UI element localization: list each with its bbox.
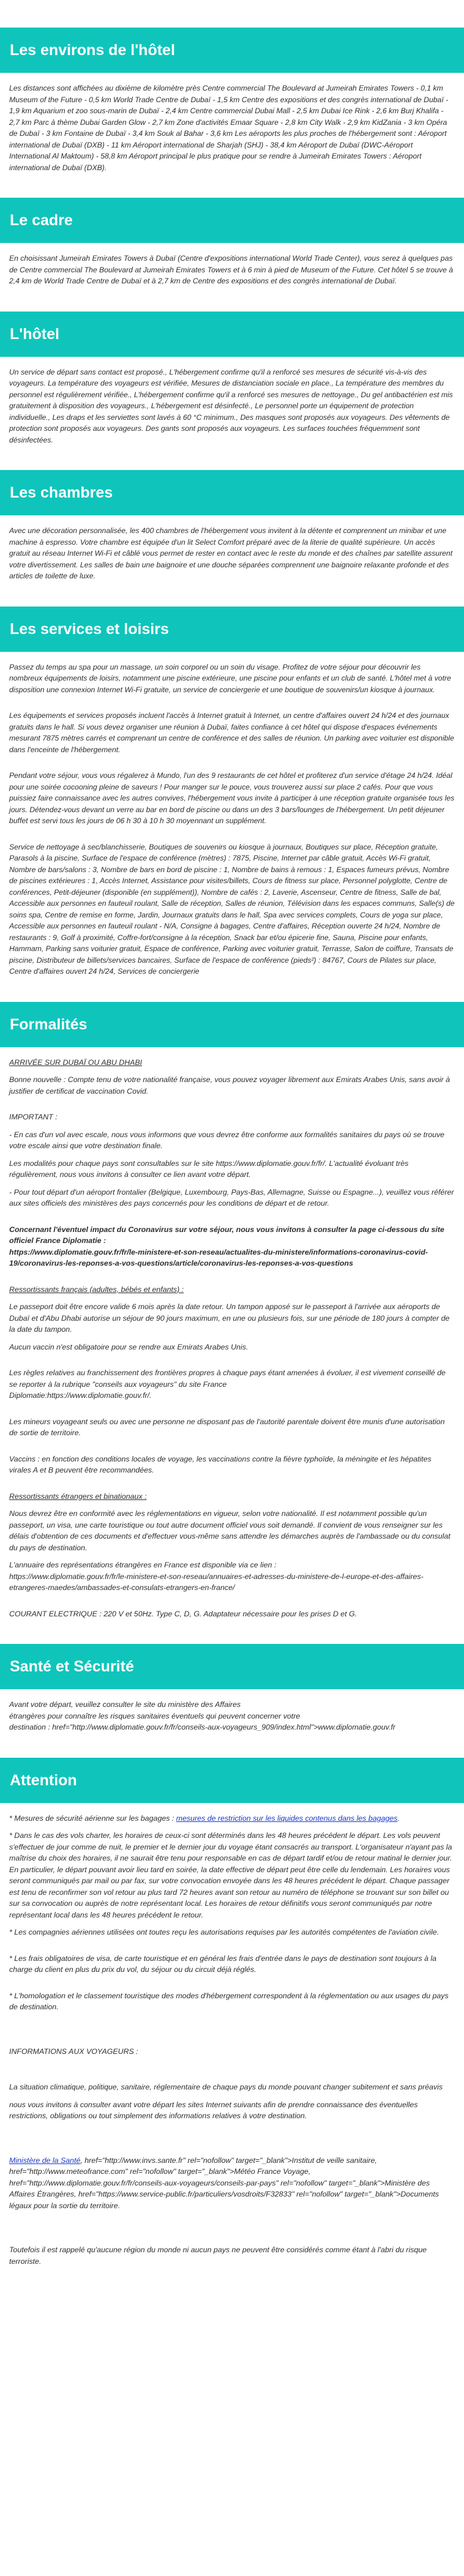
section-title-chambres: Les chambres bbox=[0, 470, 464, 515]
attention-note: * Les frais obligatoires de visa, de carte touristique et en général les frais d'entrée dans le pays de destination sont toujours à la charge du client en plus du prix du vol, du séjour ou du circuit déjà réglés. bbox=[9, 1954, 437, 1974]
covid-link[interactable]: https://www.diplomatie.gouv.fr/fr/le-ministere-et-son-reseau/actualites-du-ministere/informations-coronavirus-covid-19/coronavirus-les-reponses-a-vos-questions/article/coronavirus-les-reponses-a-vos-questions bbox=[9, 1247, 428, 1267]
uae-text: Bonne nouvelle : Compte tenu de votre nationalité française, vous pouvez voyager librement aux Emirats Arabes Unis, sans avoir à justifier de certificat de vaccination Covid. bbox=[9, 1075, 450, 1096]
electric-text: COURANT ELECTRIQUE : 220 V et 50Hz. Type C, D, G. Adaptateur nécessaire pour les prises D et G. bbox=[9, 1609, 357, 1618]
section-sante bbox=[0, 1689, 464, 1758]
sante-line: Avant votre départ, veuillez consulter le site du ministère des Affaires bbox=[9, 1700, 241, 1709]
section-environs bbox=[0, 73, 464, 198]
note-text: * Mesures de sécurité aérienne sur les bagages : bbox=[9, 1813, 176, 1823]
heading-arrival-uae: ARRIVÉE SUR DUBAÏ OU ABU DHABI bbox=[9, 1058, 143, 1067]
section-title-services: Les services et loisirs bbox=[0, 607, 464, 652]
sante-text bbox=[9, 1699, 455, 1733]
terrorism-notice: Toutefois il est rappelé qu'aucune région du monde ni aucun pays ne peuvent être considérés comme étant à l'abri du risque terroriste. bbox=[9, 2246, 427, 2266]
section-hotel bbox=[0, 357, 464, 471]
services-paragraph: Les équipements et services proposés incluent l'accès à Internet gratuit à Internet, un centre d'affaires ouvert 24 h/24 et des journaux gratuits dans le hall. Si vous devez organiser une réunion à Dubaï, faites confiance à cet hôtel qui dispose d'espaces événements mesurant 7875 mètres carrés et comprenant un centre de conférence et des salles de réunion. Un parking avec voiturier est disponible dans l'enceinte de l'hébergement. bbox=[9, 711, 454, 754]
chambres-text: Avec une décoration personnalisée, les 400 chambres de l'hébergement vous invitent à la détente et comprennent un minibar et une machine à espresso. Votre chambre est équipée d'un lit Select Comfort préparé avec de la literie de qualité supérieure. Un accès gratuit au réseau Internet Wi-Fi et câblé vous permet de rester en contact avec le reste du monde et des chaînes par satellite assurent votre divertissement. Les salles de bain une baignoire et une douche séparées comprennent une baignoire relaxante profonde et des articles de toilette de luxe. bbox=[9, 526, 453, 580]
ministry-health-link[interactable]: Ministère de la Santé bbox=[9, 2156, 81, 2165]
attention-note: * Dans le cas des vols charter, les horaires de ceux-ci sont déterminés dans les 48 heures précédent le départ. Les vols peuvent s'effectuer de jour comme de nuit, le premier et le dernier jour du voyage étant consacrés au transport. L'organisateur n'ayant pas la maîtrise du choix des horaires, il ne saurait être tenu pour responsable en cas de départ tardif et/ou de retour matinal le dernier jour. En particulier, le départ pouvant avoir lieu tard en soirée, la date effective de départ peut être celle du lendemain. Les horaires vous seront communiqués par mail ou par fax, sur votre convocation envoyée dans les 48 heures précédent le départ. Chaque passager est tenu de reconfirmer son vol retour au plus tard 72 heures avant son retour au numéro de téléphone se trouvant sur son billet ou sur sa convocation ou auprès de notre représentant local. Les horaires de retour définitifs vous seront communiqués par notre représentant local dans les 48 heures précédent le retour. bbox=[9, 1831, 452, 1919]
covid-notice bbox=[9, 1224, 455, 1269]
section-services bbox=[0, 652, 464, 1002]
section-chambres bbox=[0, 515, 464, 607]
covid-notice-text: Concernant l'éventuel impact du Coronavirus sur votre séjour, nous vous invitons à consulter la page ci-dessous du site officiel France Diplomatie : bbox=[9, 1225, 444, 1245]
section-formalites bbox=[0, 1047, 464, 1645]
section-attention bbox=[0, 1803, 464, 2292]
border-rules-text: Les règles relatives au franchissement des frontières propres à chaque pays étant amenées à évoluer, il est vivement conseillé de se reporter à la rubrique "conseils aux voyageurs" du site France bbox=[9, 1368, 446, 1389]
info-text: La situation climatique, politique, sanitaire, réglementaire de chaque pays du monde pouvant changer subitement et sans préavis bbox=[9, 2083, 443, 2091]
vaccines-text: Vaccins : en fonction des conditions locales de voyage, les vaccinations contre la fièvre typhoïde, la méningite et les hépatites virales A et B peuvent être recommandées. bbox=[9, 1454, 432, 1474]
foreign-directory-text: L'annuaire des représentations étrangères en France est disponible via ce lien : bbox=[9, 1561, 277, 1569]
section-title-cadre: Le cadre bbox=[0, 198, 464, 243]
services-amenities-list: Service de nettoyage à sec/blanchisserie, Boutiques de souvenirs ou kiosque à journaux, Boutiques sur place, Réception gratuite, Parasols à la piscine, Surface de l'espace de conférence (mètres) : 7875, Piscine, Internet par câble gratuit, Accès Wi-Fi gratuit, Nombre de bars/salons : 3, Nombre de bars en bord de piscine : 1, Nombre de bains à remous : 1, Espaces fumeurs prévus, Nombre de piscines extérieures : 1, Accès Internet, Assistance pour visites/billets, Cours de fitness sur place, Personnel polyglotte, Centre de conférences, Petit-déjeuner (disponible (en supplément)), Nombre de cafés : 2, Laverie, Ascenseur, Centre de fitness, Salle de bal, Accessible aux personnes en fauteuil roulant, Salle de réception, Salles de réunion, Télévision dans les espaces communs, Salle(s) de soins spa, Centre de remise en forme, Jardin, Journaux gratuits dans le hall, Spa avec services complets, Cours de yoga sur place, Accessible aux personnes en fauteuil roulant - N/A, Consigne à bagages, Centre d'affaires, Réception ouverte 24 h/24, Nombre de restaurants : 9, Golf à proximité, Coffre-fort/consigne à la réception, Snack bar et/ou épicerie fine, Sauna, Piscine pour enfants, Hammam, Parking sans voiturier gratuit, Espace de conférence, Parking avec voiturier gratuit, Terrasse, Salon de coiffure, Transats de piscine, Distributeur de billets/services bancaires, Surface de l'espace de conférence (pieds²) : 84767, Cours de Pilates sur place, Centre d'affaires ouvert 24 h/24, Services de conciergerie bbox=[9, 842, 455, 976]
services-paragraph: Pendant votre séjour, vous vous régalerez à Mundo, l'un des 9 restaurants de cet hôtel et profiterez d'un service d'étage 24 h/24. Idéal pour une soirée cocooning pleine de saveurs ! Pour manger sur le pouce, vous trouverez aussi sur place 2 cafés. Pour que vous puissiez faire connaissance avec les autres convives, l'hébergement vous invite à participer à une réception gratuite organisée tous les jours. Détendez-vous devant un verre au bar en bord de piscine ou dans un des 3 bars/lounges de l'hébergement. Un petit déjeuner buffet est servi tous les jours de 06 h 30 à 10 h 30 moyennant un supplément. bbox=[9, 771, 455, 825]
french-text: Le passeport doit être encore valide 6 mois après la date retour. Un tampon apposé sur le passeport à l'arrivée aux aéroports de Dubaï et d'Abu Dhabi autorise un séjour de 90 jours maximum, en une ou plusieurs fois, sur une période de 180 jours à compter de la date du tampon. bbox=[9, 1302, 450, 1334]
important-label: IMPORTANT : bbox=[9, 1113, 58, 1121]
environs-text: Les distances sont affichées au dixième de kilomètre près Centre commercial The Boulevard at Jumeirah Emirates Towers - 0,1 km Museum of the Future - 0,5 km World Trade Centre de Dubaï - 1,5 km Centre des expositions et des congrès international de Dubaï - 1,9 km Aquarium et zoo sous-marin de Dubaï - 2,4 km Centre commercial Dubai Mall - 2,5 km Dubai Ice Rink - 2,6 km Burj Khalifa - 2,7 km Parc à thème Dubai Garden Glow - 2,7 km Zone d'activités Emaar Square - 2,8 km City Walk - 2,9 km KidZania - 3 km Opéra de Dubaï - 3 km Fontaine de Dubaï - 3,4 km Souk al Bahar - 3,6 km Les aéroports les plus proches de l'hébergement sont : Aéroport international de Dubaï (DXB) - 11 km Aéroport international de Sharjah (SHJ) - 38,4 km Aéroport de Dubaï (DWC-Aéroport International Al Maktoum) - 58,8 km Aéroport principal le plus pratique pour se rendre à Jumeirah Emirates Towers : Aéroport international de Dubaï (DXB). bbox=[9, 84, 449, 172]
liquids-restriction-link[interactable]: mesures de restriction sur les liquides contenus dans les bagages bbox=[176, 1813, 398, 1823]
minors-text: Les mineurs voyageant seuls ou avec une personne ne disposant pas de l'autorité parentale doivent être munis d'une autorisation de sortie de territoire. bbox=[9, 1417, 445, 1437]
services-paragraph: Passez du temps au spa pour un massage, un soin corporel ou un soin du visage. Profitez de votre séjour pour découvrir les nombreux équipements de loisirs, notamment une piscine extérieure, une piscine pour enfants et un club de santé. L'hôtel met à votre disposition une connexion Internet Wi-Fi gratuite, un service de conciergerie et une boutique de souvenirs/un kiosque à journaux. bbox=[9, 662, 451, 694]
important-item: - Pour tout départ d'un aéroport frontalier (Belgique, Luxembourg, Pays-Bas, Allemagne, Suisse ou Espagne...), veuillez vous référer aux sites officiels des ministères des pays concernés pour les conditions de départ et de retour. bbox=[9, 1187, 454, 1208]
heading-foreign-nationals: Ressortissants étrangers et binationaux : bbox=[9, 1491, 147, 1501]
info-heading: INFORMATIONS AUX VOYAGEURS : bbox=[9, 2047, 138, 2056]
sante-line: étrangères pour connaître les risques sanitaires éventuels qui peuvent concerner votre bbox=[9, 1711, 301, 1720]
hotel-text: Un service de départ sans contact est proposé., L'hébergement confirme qu'il a renforcé ses mesures de sécurité vis-à-vis des voyageurs. La température des voyageurs est vérifiée, Mesures de distanciation sociale en place., La température des membres du personnel est régulièrement vérifiée., L'hébergement confirme qu'il a renforcé ses mesures de nettoyage., Du gel antibactérien est mis gratuitement à disposition des voyageurs., L'hébergement est désinfecté., Le personnel porte un équipement de protection individuelle., Les draps et les serviettes sont lavés à 60 °C minimum., Des masques sont proposés aux voyageurs. Des vêtements de protection sont proposés aux voyageurs. Des gants sont proposés aux voyageurs. Les surfaces touchées fréquemment sont désinfectées. bbox=[9, 367, 453, 444]
attention-note bbox=[9, 1813, 455, 1824]
foreign-text bbox=[9, 1559, 455, 1594]
section-title-sante: Santé et Sécurité bbox=[0, 1644, 464, 1689]
useful-links-text: , href="http://www.invs.sante.fr" rel="nofollow" target="_blank">Institut de veille sanitaire, href="http://www.meteofrance.com" rel="nofollow" target="_blank">Météo France Voyage, href="http://www.diplomatie.gouv.fr/fr/conseils-aux-voyageurs/conseils-par-pays" rel="nofollow" target="_blank">Ministère des Affaires Étrangères, href="https://www.service-public.fr/particuliers/vosdroits/F32833" rel="nofollow" target="_blank">Documents légaux pour la sortie du territoire. bbox=[9, 2156, 440, 2210]
sante-line: destination : href="http://www.diplomatie.gouv.fr/fr/conseils-aux-voyageurs_909/index.html">www.diplomatie.gouv.fr bbox=[9, 1723, 395, 1731]
border-rules-link[interactable]: Diplomatie:https://www.diplomatie.gouv.fr/. bbox=[9, 1391, 152, 1400]
cadre-text: En choisissant Jumeirah Emirates Towers à Dubaï (Centre d'expositions international World Trade Center), vous serez à quelques pas de Centre commercial The Boulevard at Jumeirah Emirates Towers et à 6 min à pied de Museum of the Future. Cet hôtel 5 se trouve à 2,4 km de World Trade Centre de Dubaï et à 2,7 km de Centre des expositions et des congrès international de Dubaï. bbox=[9, 254, 454, 285]
useful-links bbox=[9, 2155, 455, 2212]
foreign-directory-link[interactable]: https://www.diplomatie.gouv.fr/fr/le-ministere-et-son-reseau/annuaires-et-adresses-du-ministere-de-l-europe-et-des-affaires-etrangeres-maedes/ambassades-et-consulats-etrangers-en-france/ bbox=[9, 1572, 424, 1592]
foreign-text: Nous devrez être en conformité avec les réglementations en vigueur, selon votre nationalité. Il est notamment possible qu'un passeport, un visa, une carte touristique ou tout autre document officiel vous soit demandé. Il convient de vous renseigner sur les délais d'obtention de ces documents et d'effectuer vous-même sans attendre les démarches auprès de l'ambassade ou du consulat du pays de destination. bbox=[9, 1509, 451, 1552]
section-title-attention: Attention bbox=[0, 1758, 464, 1803]
important-item: Les modalités pour chaque pays sont consultables sur le site https://www.diplomatie.gouv.fr/fr/. L'actualité évoluant très régulièrement, nous vous invitons à consulter ce lien avant votre départ. bbox=[9, 1159, 409, 1179]
attention-note: * Les compagnies aériennes utilisées ont toutes reçu les autorisations requises par les autorités compétentes de l'aviation civile. bbox=[9, 1928, 440, 1936]
border-rules bbox=[9, 1367, 455, 1402]
note-text: . bbox=[397, 1813, 400, 1823]
french-text: Aucun vaccin n'est obligatoire pour se rendre aux Emirats Arabes Unis. bbox=[9, 1342, 249, 1351]
section-title-environs: Les environs de l'hôtel bbox=[0, 28, 464, 73]
section-title-formalites: Formalités bbox=[0, 1002, 464, 1047]
section-title-hotel: L'hôtel bbox=[0, 312, 464, 357]
info-text: nous vous invitons à consulter avant votre départ les sites Internet suivants afin de prendre connaissance des éventuelles restrictions, obligations ou tout simplement des informations relatives à votre destination. bbox=[9, 2100, 418, 2120]
important-item: - En cas d'un vol avec escale, nous vous informons que vous devrez être conforme aux formalités sanitaires du pays où se trouve votre escale ainsi que votre destination finale. bbox=[9, 1130, 445, 1150]
heading-french-nationals: Ressortissants français (adultes, bébés et enfants) : bbox=[9, 1285, 184, 1294]
attention-note: * L'homologation et le classement touristique des modes d'hébergement correspondent à la réglementation ou aux usages du pays de destination. bbox=[9, 1991, 449, 2011]
section-cadre bbox=[0, 243, 464, 312]
